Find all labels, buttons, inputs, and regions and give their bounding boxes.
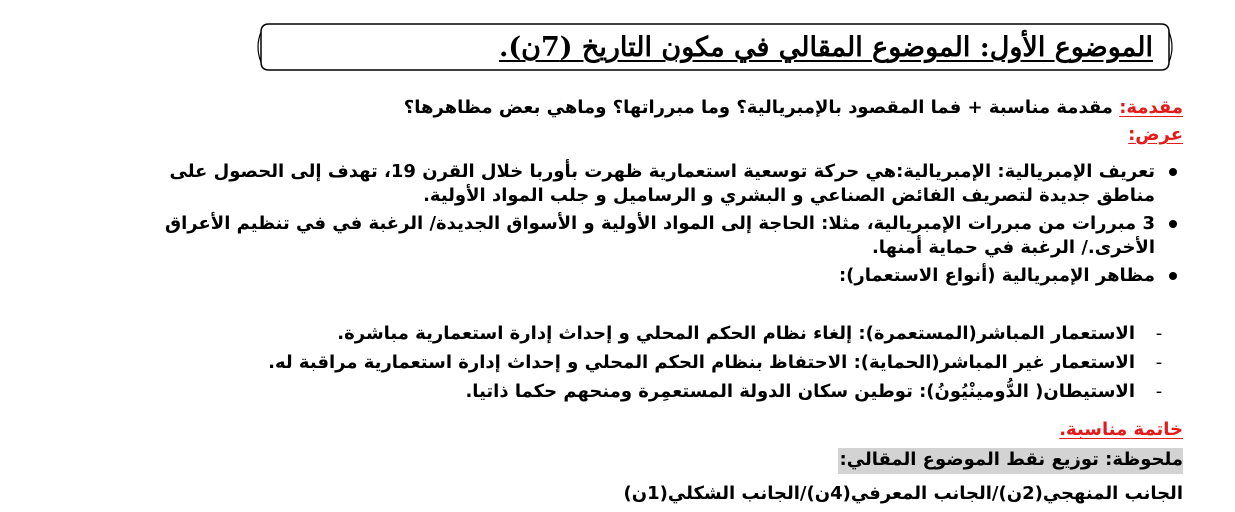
page-title: الموضوع الأول: الموضوع المقالي في مكون التاريخ (7ن). [498,32,1153,63]
bullet-text-line: 3 مبررات من مبررات الإمبريالية، مثلا: الحاجة إلى المواد الأولية و الأسواق الجديدة/ الرغبة في في تنظيم الأعراق [165,213,1155,234]
bullet-text-line: تعريف الإمبريالية: الإمبريالية:هي حركة توسعية استعمارية ظهرت بأوربا خلال القرن 19، تهدف إلى الحصول على [169,161,1155,182]
note-highlight [838,448,1183,474]
sub-list-item [337,322,1183,346]
sub-list-text: الاستعمار غير المباشر(الحماية): الاحتفاظ بنظام الحكم المحلي و إحداث إدارة استعمارية مراقبة له. [268,352,1135,373]
dash-marker: - [1155,323,1163,344]
conclusion-label: خاتمة مناسبة. [1059,419,1183,440]
list-item [73,264,1183,288]
grading-line [624,482,1183,506]
intro-label: مقدمة: [1119,97,1183,118]
dash-marker: - [1155,381,1163,402]
bullet-icon [1169,272,1177,280]
bullet-icon [1169,168,1177,176]
title-banner [255,18,1175,76]
sub-list-item [465,380,1183,404]
intro-text: مقدمة مناسبة + فما المقصود بالإمبريالية؟ وما مبرراتها؟ وماهي بعض مظاهرها؟ [403,97,1113,118]
bullet-text-line: الأخرى./ الرغبة في حماية أمنها. [871,237,1155,258]
note-text: ملحوظة: توزيع نقط الموضوع المقالي: [839,449,1183,470]
dash-marker: - [1155,352,1163,373]
bullet-text-line: مناطق جديدة لتصريف الفائض الصناعي و البشري و الرساميل و جلب المواد الأولية. [423,185,1155,206]
bullet-list [73,160,1183,288]
intro-line [404,96,1183,120]
sub-list-text: الاستيطان( الدُّومينْيُونُ): توطين سكان الدولة المستعمِرة ومنحهم حكما ذاتيا. [465,381,1135,402]
body-label: عرض: [1128,124,1183,145]
bullet-icon [1169,220,1177,228]
list-item [73,160,1183,208]
body-label-line [1128,123,1183,147]
grading-text: الجانب المنهجي(2ن)/الجانب المعرفي(4ن)/الجانب الشكلي(1ن) [623,483,1183,504]
sub-list-text: الاستعمار المباشر(المستعمرة): إلغاء نظام الحكم المحلي و إحداث إدارة استعمارية مباشرة. [337,323,1135,344]
list-item [73,212,1183,260]
bullet-text-line: مظاهر الإمبريالية (أنواع الاستعمار): [838,265,1155,286]
conclusion-line [1059,418,1183,442]
sub-list-item [268,351,1183,375]
